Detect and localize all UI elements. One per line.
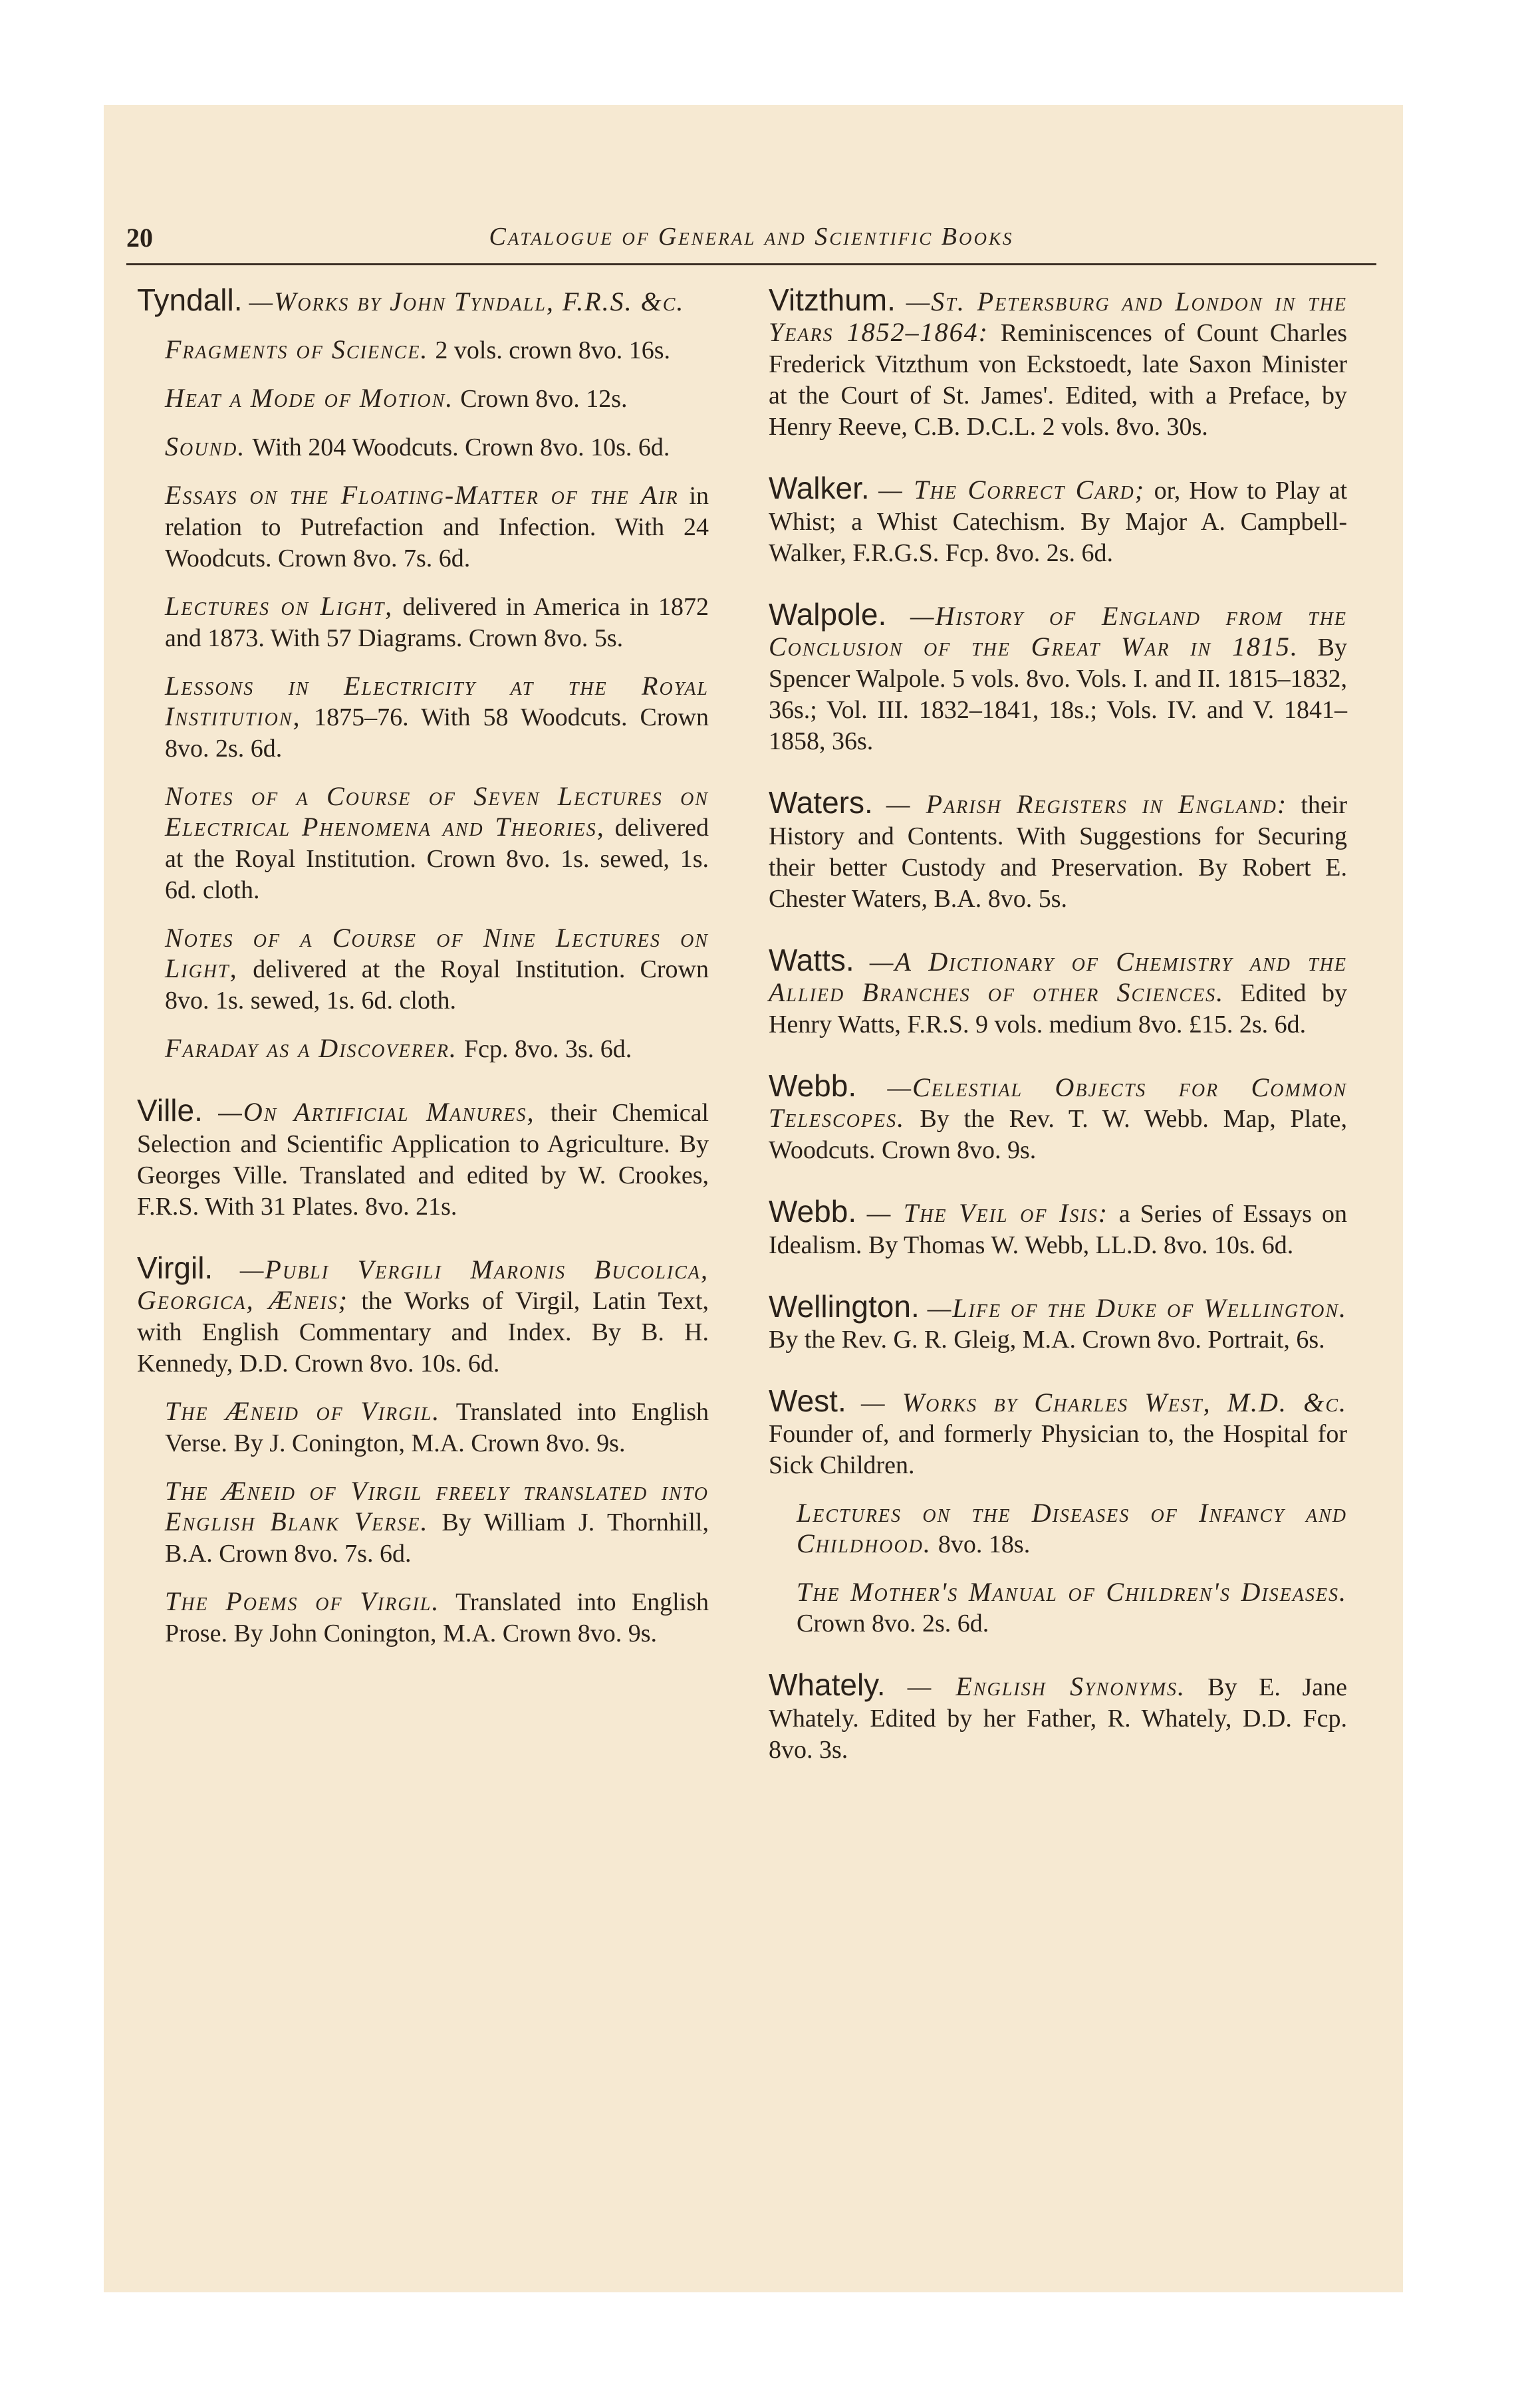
entry-detail: By the Rev. T. W. Webb. Map, Plate, Woodcuts. Crown 8vo. 9s. <box>769 1105 1347 1164</box>
book-detail: Crown 8vo. 2s. 6d. <box>797 1610 989 1637</box>
book-detail: 2 vols. crown 8vo. 16s. <box>435 336 671 364</box>
author-name: Walker. <box>769 471 870 505</box>
entry-detail: By Spencer Walpole. 5 vols. 8vo. Vols. I. and II. 1815–1832, 36s.; Vol. III. 1832–1841, 18s.; Vols. IV. and V. 1841–1858, 36s. <box>769 634 1347 755</box>
book-title: The Mother's Manual of Children's Diseases. <box>797 1577 1347 1607</box>
book-title: Lessons in Electricity at the Royal Institution, <box>165 671 709 731</box>
book-detail: 1875–76. With 58 Woodcuts. Crown 8vo. 2s. 6d. <box>165 703 709 763</box>
author-name: Walpole. <box>769 597 887 632</box>
sub-entry <box>165 334 709 366</box>
book-title: Lectures on the Diseases of Infancy and Childhood. <box>797 1498 1347 1558</box>
entry-detail: By E. Jane Whately. Edited by her Father, R. Whately, D.D. Fcp. 8vo. 3s. <box>769 1673 1348 1764</box>
sub-entry <box>165 431 709 463</box>
book-detail: 8vo. 18s. <box>938 1530 1031 1558</box>
sub-entry <box>165 1586 709 1649</box>
entry-title: — The Correct Card; <box>878 475 1146 505</box>
author-name: Vitzthum. <box>769 283 896 317</box>
entry-detail: their History and Contents. With Suggestions for Securing their better Custody and Preservation. By Robert E. Chester Waters, B.A. 8vo. 5s. <box>769 791 1347 913</box>
entry-heading <box>769 1291 1347 1355</box>
sub-entry <box>165 781 709 905</box>
entry-heading <box>769 1385 1347 1481</box>
entry-west <box>769 1385 1347 1639</box>
book-title: Notes of a Course of Nine Lectures on Light, <box>165 923 709 983</box>
entry-title: —Publi Vergili Maronis Bucolica, Georgica, Æneis; <box>137 1255 709 1315</box>
entry-virgil <box>137 1253 709 1649</box>
book-title: Notes of a Course of Seven Lectures on Electrical Phenomena and Theories, <box>165 781 709 842</box>
entry-heading <box>769 1196 1347 1261</box>
book-title: The Æneid of Virgil freely translated into English Blank Verse. <box>165 1476 709 1536</box>
entry-webb-celestial <box>769 1070 1347 1165</box>
entry-title: — English Synonyms. <box>907 1671 1186 1701</box>
entry-detail: Founder of, and formerly Physician to, the Hospital for Sick Children. <box>769 1420 1347 1479</box>
sub-entry <box>797 1577 1347 1639</box>
entry-detail: their Chemical Selection and Scientific Application to Agriculture. By Georges Ville. Translated and edited by W. Crookes, F.R.S. With 31 Plates. 8vo. 21s. <box>137 1099 709 1221</box>
author-name: Webb. <box>769 1194 857 1229</box>
left-column <box>137 285 709 1679</box>
book-title: Lectures on Light, <box>165 591 394 621</box>
entry-walpole <box>769 599 1347 757</box>
entry-heading <box>769 787 1347 914</box>
author-name: Waters. <box>769 785 873 820</box>
entry-heading <box>137 1095 709 1222</box>
book-title: Faraday as a Discoverer. <box>165 1033 457 1063</box>
entry-heading <box>769 473 1347 568</box>
running-title: Catalogue of General and Scientific Books <box>489 223 1014 251</box>
sub-entry <box>165 1476 709 1569</box>
entry-title: —A Dictionary of Chemistry and the Allied Branches of other Sciences. <box>769 947 1347 1007</box>
page-number: 20 <box>126 223 153 253</box>
entry-whately <box>769 1669 1347 1765</box>
author-name: Wellington. <box>769 1289 920 1324</box>
entry-heading <box>769 599 1347 757</box>
author-name: Ville. <box>137 1093 203 1128</box>
entry-title: —History of England from the Conclusion of the Great War in 1815. <box>769 601 1348 662</box>
entry-detail: a Series of Essays on Idealism. By Thomas W. Webb, LL.D. 8vo. 10s. 6d. <box>769 1200 1348 1259</box>
sub-entry <box>165 383 709 414</box>
entry-ville <box>137 1095 709 1222</box>
author-name: Webb. <box>769 1068 857 1103</box>
book-detail: delivered at the Royal Institution. Crown 8vo. 1s. sewed, 1s. 6d. cloth. <box>165 814 709 904</box>
entry-detail: Reminiscences of Count Charles Frederick Vitzthum von Eckstoedt, late Saxon Minister at the Court of St. James'. Edited, with a Preface, by Henry Reeve, C.B. D.C.L. 2 vols. 8vo. 30s. <box>769 319 1347 441</box>
author-name: Virgil. <box>137 1251 213 1285</box>
entry-heading <box>769 945 1347 1040</box>
entry-heading <box>769 285 1347 442</box>
sub-entry <box>165 591 709 654</box>
entry-heading <box>137 285 709 317</box>
entry-heading <box>769 1669 1347 1765</box>
author-name: Tyndall. <box>137 283 243 317</box>
entry-walker <box>769 473 1347 568</box>
book-detail: Crown 8vo. 12s. <box>460 385 628 413</box>
entry-title: —Works by John Tyndall, F.R.S. &c. <box>249 287 685 316</box>
entry-title: —St. Petersburg and London in the Years 1852–1864: <box>769 287 1348 347</box>
entry-webb-veil <box>769 1196 1347 1261</box>
book-title: Heat a Mode of Motion. <box>165 383 454 413</box>
header-rule <box>126 263 1376 265</box>
sub-entry <box>165 671 709 764</box>
book-title: The Poems of Virgil. <box>165 1586 440 1616</box>
book-title: Sound. <box>165 431 246 461</box>
sub-entry <box>165 1033 709 1064</box>
entry-heading <box>137 1253 709 1379</box>
book-detail: delivered in America in 1872 and 1873. With 57 Diagrams. Crown 8vo. 5s. <box>165 593 709 652</box>
sub-entry <box>165 480 709 574</box>
entry-detail: Edited by Henry Watts, F.R.S. 9 vols. medium 8vo. £15. 2s. 6d. <box>769 979 1347 1038</box>
book-title: Essays on the Floating-Matter of the Air <box>165 480 679 510</box>
book-detail: With 204 Woodcuts. Crown 8vo. 10s. 6d. <box>252 433 670 461</box>
entry-watts <box>769 945 1347 1040</box>
author-name: Whately. <box>769 1667 886 1702</box>
page-header <box>126 217 1376 257</box>
book-detail: Translated into English Verse. By J. Conington, M.A. Crown 8vo. 9s. <box>165 1398 709 1457</box>
entry-tyndall <box>137 285 709 1064</box>
author-name: Watts. <box>769 943 854 977</box>
catalogue-page <box>104 105 1403 2292</box>
entry-heading <box>769 1070 1347 1165</box>
author-name: West. <box>769 1384 846 1418</box>
book-title: The Æneid of Virgil. <box>165 1396 441 1426</box>
entry-title: —On Artificial Manures, <box>218 1097 535 1127</box>
book-detail: Fcp. 8vo. 3s. 6d. <box>463 1035 632 1063</box>
sub-entry <box>165 1396 709 1459</box>
entry-wellington <box>769 1291 1347 1355</box>
entry-title: — Works by Charles West, M.D. &c. <box>861 1387 1348 1417</box>
book-title: Fragments of Science. <box>165 334 429 364</box>
entry-detail: By the Rev. G. R. Gleig, M.A. Crown 8vo. Portrait, 6s. <box>769 1326 1325 1354</box>
sub-entry <box>165 923 709 1016</box>
book-detail: Translated into English Prose. By John Conington, M.A. Crown 8vo. 9s. <box>165 1588 709 1647</box>
entry-title: —Life of the Duke of Wellington. <box>927 1293 1348 1323</box>
entry-title: — The Veil of Isis: <box>866 1198 1109 1228</box>
sub-entry <box>797 1498 1347 1560</box>
entry-detail: or, How to Play at Whist; a Whist Catechism. By Major A. Campbell-Walker, F.R.G.S. Fcp. 8vo. 2s. 6d. <box>769 477 1348 567</box>
book-detail: delivered at the Royal Institution. Crown 8vo. 1s. sewed, 1s. 6d. cloth. <box>165 955 709 1015</box>
book-detail: in relation to Putrefaction and Infection. With 24 Woodcuts. Crown 8vo. 7s. 6d. <box>165 482 709 572</box>
entry-title: —Celestial Objects for Common Telescopes. <box>769 1072 1347 1133</box>
right-column <box>769 285 1347 1796</box>
entry-detail: the Works of Virgil, Latin Text, with English Commentary and Index. By B. H. Kennedy, D.D. Crown 8vo. 10s. 6d. <box>137 1287 709 1378</box>
entry-vitzthum <box>769 285 1347 442</box>
book-detail: By William J. Thornhill, B.A. Crown 8vo. 7s. 6d. <box>165 1508 709 1568</box>
entry-title: — Parish Registers in England: <box>886 789 1288 819</box>
entry-waters <box>769 787 1347 914</box>
